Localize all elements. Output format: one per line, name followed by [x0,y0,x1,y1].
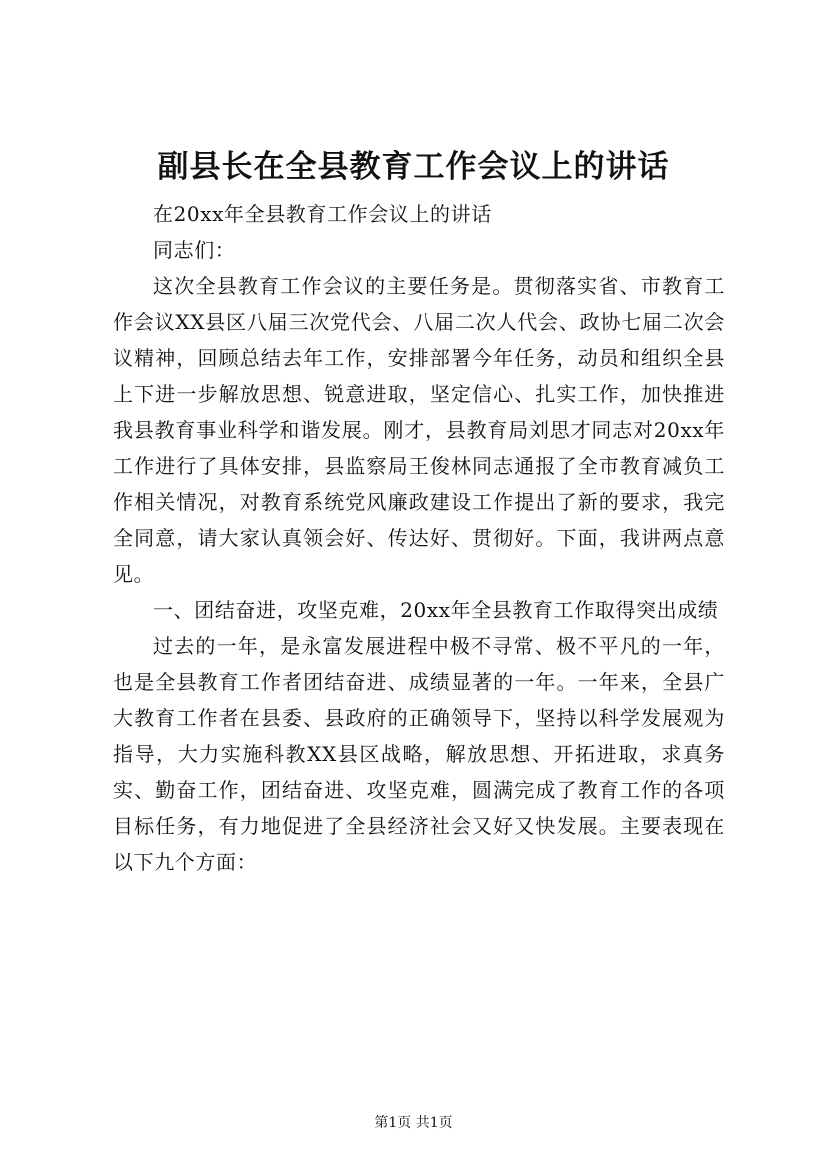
document-title: 副县长在全县教育工作会议上的讲话 [157,149,670,185]
paragraph-review: 过去的一年，是永富发展进程中极不寻常、极不平凡的一年，也是全县教育工作者团结奋进、成绩显著的一年。一年来，全县广大教育工作者在县委、县政府的正确领导下，坚持以科学发展观为指导，大力实施科教XX县区战略，解放思想、开拓进取，求真务实、勤奋工作，团结奋进、攻坚克难，圆满完成了教育工作的各项目标任务，有力地促进了全县经济社会又好又快发展。主要表现在以下九个方面： [113,634,725,874]
section-heading-1: 一、团结奋进，攻坚克难，20xx年全县教育工作取得突出成绩 [153,598,719,622]
document-body [113,196,725,880]
paragraph-intro: 这次全县教育工作会议的主要任务是。贯彻落实省、市教育工作会议XX县区八届三次党代会、八届二次人代会、政协七届二次会议精神，回顾总结去年工作，安排部署今年任务，动员和组织全县上下进一步解放思想、锐意进取，坚定信心、扎实工作，加快推进我县教育事业科学和谐发展。刚才，县教育局刘思才同志对20xx年工作进行了具体安排，县监察局王俊林同志通报了全市教育减负工作相关情况，对教育系统党风廉政建设工作提出了新的要求，我完全同意，请大家认真领会好、传达好、贯彻好。下面，我讲两点意见。 [113,274,725,586]
page-number-footer: 第1页 共1页 [374,1115,453,1131]
salutation: 同志们： [153,238,236,262]
speech-subtitle: 在20xx年全县教育工作会议上的讲话 [153,202,492,226]
